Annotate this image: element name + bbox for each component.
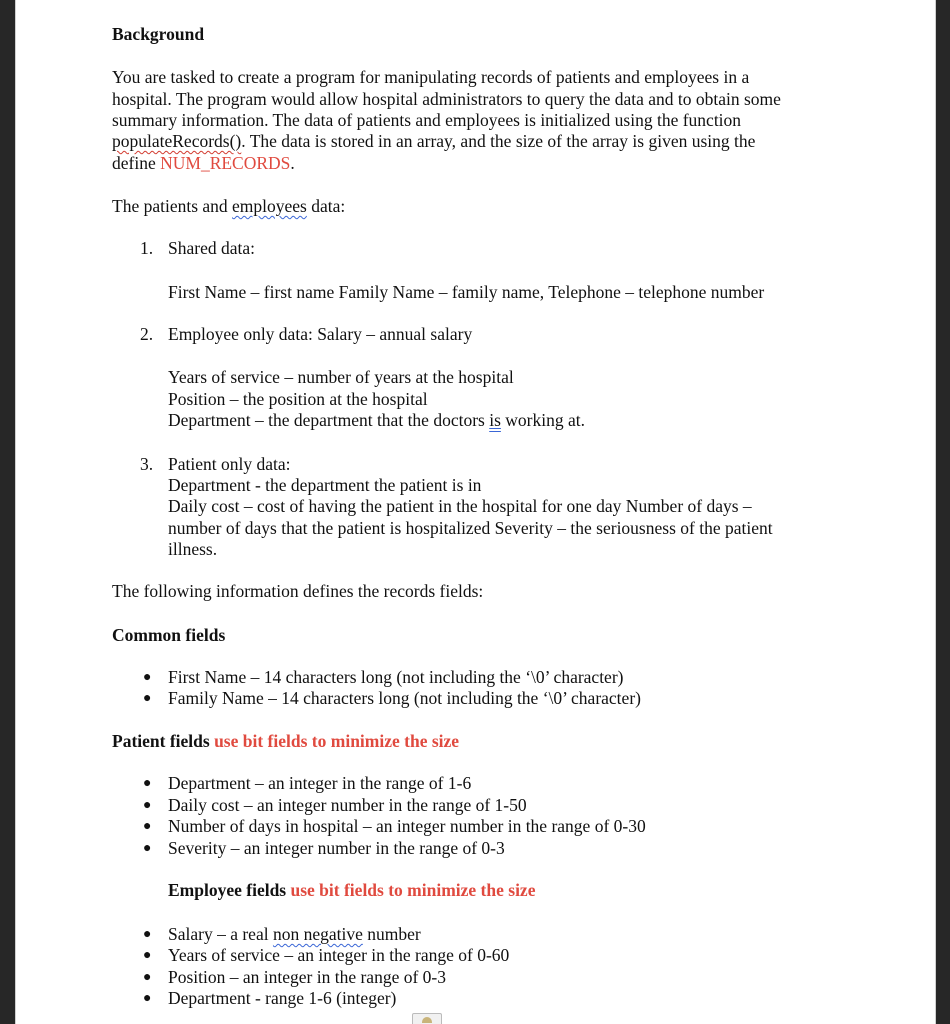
- employees-word: employees: [232, 196, 307, 216]
- is-word: is: [489, 410, 501, 430]
- employee-field-item: Position – an integer in the range of 0-3: [168, 967, 446, 987]
- patient-data-line-3: number of days that the patient is hospitalized Severity – the seriousness of the patient: [168, 518, 773, 538]
- patient-fields-heading-line: [112, 731, 459, 752]
- patient-data-line-2: Daily cost – cost of having the patient in the hospital for one day Number of days –: [168, 496, 752, 516]
- bullet-icon: ●: [143, 819, 152, 834]
- background-line-5: [112, 153, 295, 174]
- employee-data-title: Employee only data: Salary – annual salary: [168, 324, 473, 344]
- data-intro-pre: The patients and: [112, 196, 233, 216]
- employee-fields-heading-line: [168, 880, 535, 901]
- shared-data-text: First Name – first name Family Name – family name, Telephone – telephone number: [168, 282, 765, 302]
- bullet-icon: ●: [143, 927, 152, 942]
- patient-data-title: Patient only data:: [168, 454, 291, 474]
- page-handle-icon[interactable]: [412, 1013, 442, 1024]
- employee-fields-note: use bit fields to minimize the size: [290, 880, 536, 900]
- background-line-1: You are tasked to create a program for manipulating records of patients and employees in a: [112, 67, 750, 87]
- bullet-icon: ●: [143, 798, 152, 813]
- list-number-3: 3.: [140, 454, 154, 474]
- document-page: [15, 0, 936, 1024]
- background-line-3: summary information. The data of patients and employees is initialized using the function: [112, 110, 742, 130]
- populate-records-func: populateRecords(): [112, 131, 242, 151]
- background-line-4-rest: . The data is stored in an array, and the size of the array is given using the: [241, 131, 756, 151]
- employee-line-3-pre: Department – the department that the doctors: [168, 410, 490, 430]
- patient-field-item: Department – an integer in the range of 1-6: [168, 773, 472, 793]
- employee-line-3-post: working at.: [500, 410, 585, 430]
- employee-field-salary: [168, 924, 421, 945]
- bullet-icon: ●: [143, 776, 152, 791]
- patient-fields-heading: Patient fields: [112, 731, 210, 751]
- employee-field-item: Department - range 1-6 (integer): [168, 988, 397, 1008]
- list-number-1: 1.: [140, 238, 154, 258]
- data-intro: [112, 196, 345, 217]
- define-text: define: [112, 153, 161, 173]
- background-line-2: hospital. The program would allow hospital administrators to query the data and to obtain some: [112, 89, 781, 109]
- background-line-4: [112, 131, 755, 152]
- patient-field-item: Number of days in hospital – an integer number in the range of 0-30: [168, 816, 646, 836]
- non-negative-phrase: non negative: [272, 924, 363, 944]
- bullet-icon: ●: [143, 991, 152, 1006]
- bullet-icon: ●: [143, 970, 152, 985]
- patient-data-line-4: illness.: [168, 539, 218, 559]
- employee-data-line-1: Years of service – number of years at the hospital: [168, 367, 514, 387]
- salary-pre: Salary – a real: [168, 924, 273, 944]
- salary-post: number: [362, 924, 421, 944]
- bullet-icon: ●: [143, 948, 152, 963]
- patient-fields-note: use bit fields to minimize the size: [214, 731, 460, 751]
- bullet-icon: ●: [143, 841, 152, 856]
- common-fields-heading: Common fields: [112, 625, 226, 645]
- num-records-define: NUM_RECORDS: [160, 153, 291, 173]
- list-number-2: 2.: [140, 324, 154, 344]
- employee-fields-heading: Employee fields: [168, 880, 287, 900]
- patient-field-item: Severity – an integer number in the range of 0-3: [168, 838, 505, 858]
- employee-data-line-2: Position – the position at the hospital: [168, 389, 428, 409]
- common-field-item: Family Name – 14 characters long (not including the ‘\0’ character): [168, 688, 641, 708]
- bullet-icon: ●: [143, 691, 152, 706]
- common-field-item: First Name – 14 characters long (not including the ‘\0’ character): [168, 667, 624, 687]
- employee-data-line-3: [168, 410, 585, 431]
- data-intro-post: data:: [306, 196, 346, 216]
- background-heading: Background: [112, 24, 205, 44]
- patient-data-line-1: Department - the department the patient is in: [168, 475, 482, 495]
- shared-data-title: Shared data:: [168, 238, 255, 258]
- fields-intro: The following information defines the records fields:: [112, 581, 484, 601]
- patient-field-item: Daily cost – an integer number in the range of 1-50: [168, 795, 527, 815]
- bullet-icon: ●: [143, 670, 152, 685]
- period: .: [290, 153, 295, 173]
- employee-field-item: Years of service – an integer in the range of 0-60: [168, 945, 510, 965]
